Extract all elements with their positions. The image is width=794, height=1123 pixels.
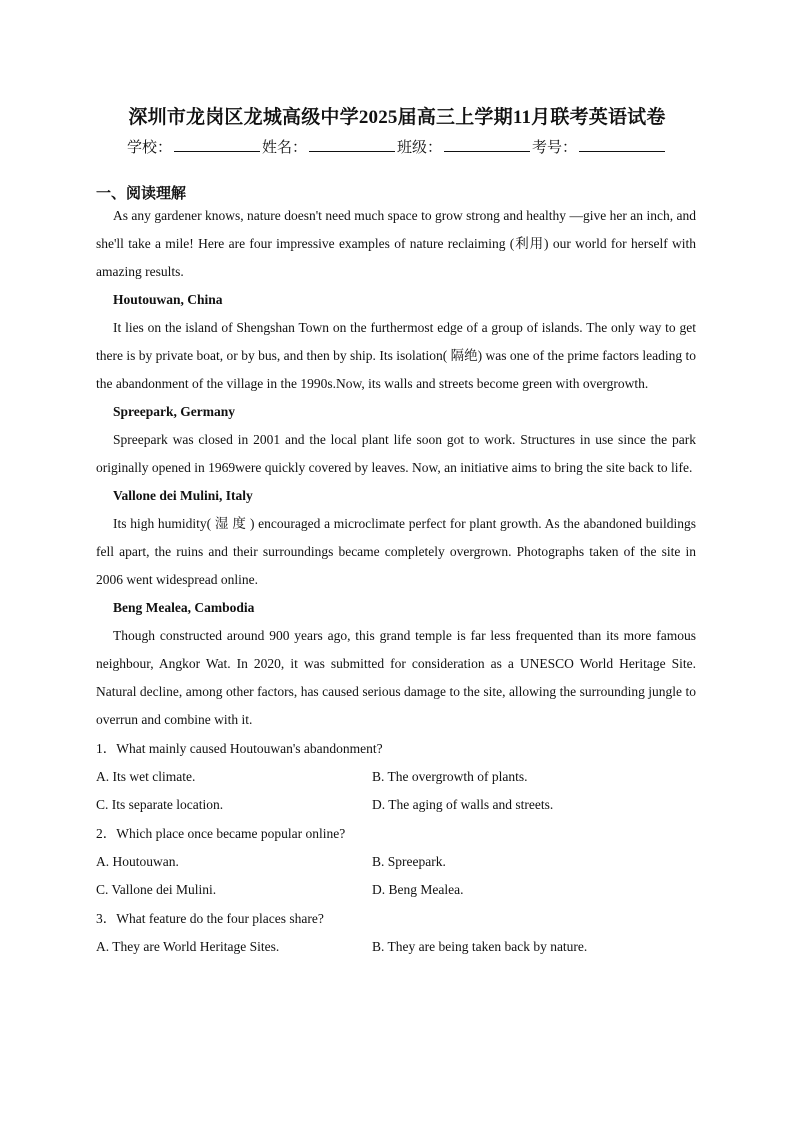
option-c: C. Vallone dei Mulini. bbox=[96, 882, 217, 897]
place-heading: Spreepark, Germany bbox=[113, 404, 235, 419]
name-blank bbox=[309, 137, 395, 152]
name-field bbox=[262, 136, 397, 157]
exam-number-field bbox=[532, 136, 667, 157]
section-title: 一、阅读理解 bbox=[96, 186, 187, 202]
option-b: B. They are being taken back by nature. bbox=[372, 939, 588, 954]
option-row bbox=[96, 848, 696, 876]
option-row bbox=[96, 763, 696, 791]
option-a: A. Houtouwan. bbox=[96, 854, 179, 869]
school-field bbox=[127, 136, 262, 157]
question-stem: 1．What mainly caused Houtouwan's abandonment? bbox=[96, 741, 383, 756]
place-heading: Houtouwan, China bbox=[113, 292, 223, 307]
question-stem: 3．What feature do the four places share? bbox=[96, 911, 324, 926]
place-text: Its high humidity( 湿 度 ) encouraged a microclimate perfect for plant growth. As the abandoned buildings fell apart, the ruins and their surroundings became completely overgrown. Photographs taken of the site in 2006 went widespread online. bbox=[96, 516, 696, 587]
place-heading: Vallone dei Mulini, Italy bbox=[113, 488, 253, 503]
class-label: 班级： bbox=[397, 140, 443, 156]
option-row bbox=[96, 791, 696, 819]
exam-number-blank bbox=[579, 137, 665, 152]
student-info-row bbox=[0, 136, 794, 157]
school-blank bbox=[174, 137, 260, 152]
option-a: A. Its wet climate. bbox=[96, 769, 196, 784]
option-d: D. The aging of walls and streets. bbox=[372, 797, 554, 812]
option-row bbox=[96, 933, 696, 961]
exam-title: 深圳市龙岗区龙城高级中学2025届高三上学期11月联考英语试卷 bbox=[128, 107, 666, 128]
name-label: 姓名： bbox=[261, 140, 307, 156]
class-blank bbox=[444, 137, 530, 152]
place-heading: Beng Mealea, Cambodia bbox=[113, 600, 255, 615]
option-row bbox=[96, 876, 696, 904]
place-text: It lies on the island of Shengshan Town on the furthermost edge of a group of islands. The only way to get there is by private boat, or by bus, and then by ship. Its isolation( 隔绝) was one of the prime factors leading to the abandonment of the village in the 1990s.Now, its walls and streets become green with overgrowth. bbox=[96, 320, 696, 391]
place-text: Though constructed around 900 years ago, this grand temple is far less frequented than its more famous neighbour, Angkor Wat. In 2020, it was submitted for consideration as a UNESCO World Heritage Site. Natural decline, among other factors, has caused serious damage to the site, allowing the surrounding jungle to overrun and combine with it. bbox=[96, 628, 696, 727]
passage-intro: As any gardener knows, nature doesn't need much space to grow strong and healthy —give her an inch, and she'll take a mile! Here are four impressive examples of nature reclaiming (利用) our world for herself with amazing results. bbox=[96, 208, 696, 279]
question-stem: 2．Which place once became popular online? bbox=[96, 826, 346, 841]
option-b: B. Spreepark. bbox=[372, 854, 446, 869]
class-field bbox=[397, 136, 532, 157]
place-text: Spreepark was closed in 2001 and the local plant life soon got to work. Structures in use since the park originally opened in 1969were quickly covered by leaves. Now, an initiative aims to bring the site back to life. bbox=[96, 432, 696, 475]
exam-number-label: 考号： bbox=[532, 140, 578, 156]
option-c: C. Its separate location. bbox=[96, 797, 224, 812]
reading-body bbox=[96, 202, 696, 961]
option-d: D. Beng Mealea. bbox=[372, 882, 464, 897]
school-label: 学校： bbox=[126, 140, 172, 156]
option-b: B. The overgrowth of plants. bbox=[372, 769, 528, 784]
option-a: A. They are World Heritage Sites. bbox=[96, 939, 280, 954]
